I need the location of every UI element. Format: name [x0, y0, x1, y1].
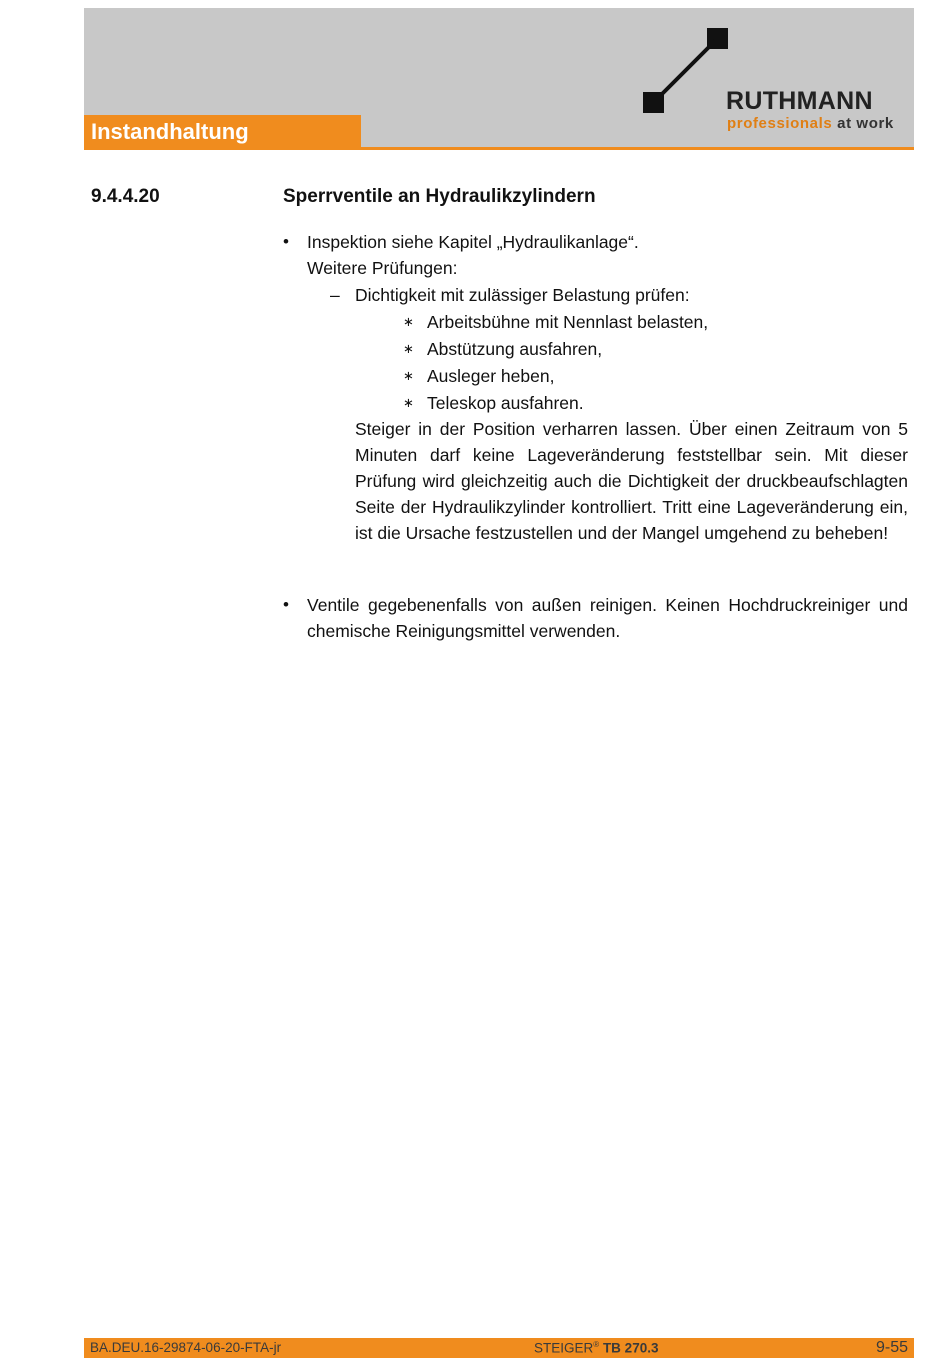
product-prefix: STEIGER [534, 1340, 594, 1356]
asterisk-icon: ∗ [403, 341, 414, 356]
sub-dash-text: Dichtigkeit mit zulässiger Belastung prüfen: [355, 285, 690, 305]
brand-tagline-part1: professionals [727, 115, 833, 132]
brand-tagline-part2: at work [837, 115, 894, 132]
item1-line2: Weitere Prüfungen: [307, 258, 458, 278]
product-name [534, 1340, 658, 1356]
doc-id: BA.DEU.16-29874-06-20-FTA-jr [90, 1340, 282, 1355]
check-paragraph: Steiger in der Position verharren lassen. Über einen Zeitraum von 5 Minuten darf keine Lageveränderung feststellbar sein. Mit dieser Prüfung wird gleichzeitig auch die Dichtigkeit der druckbeaufschlagten Seite der Hydraulikzylinder kontrolliert. Tritt eine Lageveränderung ein, ist die Ursache festzustellen und der Mangel umgehend zu beheben! [355, 419, 908, 543]
section-tab: Instandhaltung [84, 115, 361, 149]
page-number: 9-55 [875, 1339, 908, 1356]
step-item: Arbeitsbühne mit Nennlast belasten, [427, 312, 709, 332]
brand-tagline [727, 115, 894, 133]
bullet-icon: • [283, 232, 289, 251]
brand-name: RUTHMANN [726, 87, 873, 115]
asterisk-icon: ∗ [403, 368, 414, 383]
registered-mark: ® [593, 1340, 600, 1349]
asterisk-icon: ∗ [403, 314, 414, 329]
step-item: Abstützung ausfahren, [427, 339, 603, 359]
step-item: Teleskop ausfahren. [427, 393, 584, 413]
footer-bar [84, 1338, 914, 1358]
step-item: Ausleger heben, [427, 366, 555, 386]
asterisk-icon: ∗ [403, 395, 414, 410]
item1-line1: Inspektion siehe Kapitel „Hydraulikanlage“. [307, 232, 639, 252]
bullet-icon: • [283, 595, 289, 614]
dash-icon: – [330, 285, 340, 305]
product-model: TB 270.3 [602, 1340, 659, 1356]
section-title: Sperrventile an Hydraulikzylindern [283, 186, 596, 207]
item2-text: Ventile gegebenenfalls von außen reinigen. Keinen Hochdruckreiniger und chemische Reinigungsmittel verwenden. [307, 595, 908, 641]
section-number: 9.4.4.20 [91, 186, 160, 207]
